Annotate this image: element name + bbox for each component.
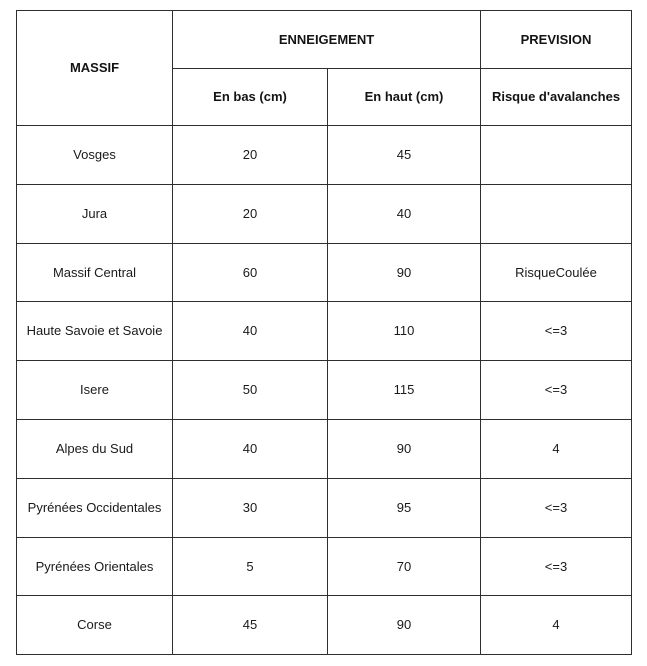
- table-row: [17, 361, 632, 420]
- massif-cell: Vosges: [17, 126, 173, 185]
- massif-cell: Jura: [17, 184, 173, 243]
- en-haut-cell: 90: [328, 243, 481, 302]
- en-haut-cell: 95: [328, 478, 481, 537]
- en-bas-cell: 20: [173, 126, 328, 185]
- en-haut-cell: 90: [328, 419, 481, 478]
- table-row: [17, 596, 632, 655]
- risque-cell: <=3: [481, 537, 632, 596]
- en-bas-cell: 40: [173, 302, 328, 361]
- massif-cell: Isere: [17, 361, 173, 420]
- massif-cell: Corse: [17, 596, 173, 655]
- risque-cell: <=3: [481, 478, 632, 537]
- massif-cell: Massif Central: [17, 243, 173, 302]
- header-en-bas: En bas (cm): [173, 69, 328, 126]
- en-haut-cell: 45: [328, 126, 481, 185]
- risque-cell: RisqueCoulée: [481, 243, 632, 302]
- table-row: [17, 478, 632, 537]
- table-row: [17, 184, 632, 243]
- header-row-top: [17, 11, 632, 69]
- risque-cell: 4: [481, 596, 632, 655]
- massif-cell: Pyrénées Occidentales: [17, 478, 173, 537]
- header-massif: MASSIF: [17, 11, 173, 126]
- en-bas-cell: 45: [173, 596, 328, 655]
- table-row: [17, 126, 632, 185]
- en-haut-cell: 70: [328, 537, 481, 596]
- massif-cell: Alpes du Sud: [17, 419, 173, 478]
- risque-cell: <=3: [481, 361, 632, 420]
- en-bas-cell: 5: [173, 537, 328, 596]
- table-row: [17, 302, 632, 361]
- table-row: [17, 537, 632, 596]
- risque-cell: [481, 184, 632, 243]
- en-haut-cell: 90: [328, 596, 481, 655]
- table-row: [17, 419, 632, 478]
- en-haut-cell: 110: [328, 302, 481, 361]
- header-prevision: PREVISION: [481, 11, 632, 69]
- snow-conditions-table: [16, 10, 632, 655]
- en-bas-cell: 60: [173, 243, 328, 302]
- header-enneigement: ENNEIGEMENT: [173, 11, 481, 69]
- en-bas-cell: 30: [173, 478, 328, 537]
- risque-cell: <=3: [481, 302, 632, 361]
- header-risque-avalanches: Risque d'avalanches: [481, 69, 632, 126]
- massif-cell: Haute Savoie et Savoie: [17, 302, 173, 361]
- en-bas-cell: 40: [173, 419, 328, 478]
- table-row: [17, 243, 632, 302]
- en-haut-cell: 40: [328, 184, 481, 243]
- en-bas-cell: 50: [173, 361, 328, 420]
- massif-cell: Pyrénées Orientales: [17, 537, 173, 596]
- risque-cell: [481, 126, 632, 185]
- en-haut-cell: 115: [328, 361, 481, 420]
- en-bas-cell: 20: [173, 184, 328, 243]
- risque-cell: 4: [481, 419, 632, 478]
- header-en-haut: En haut (cm): [328, 69, 481, 126]
